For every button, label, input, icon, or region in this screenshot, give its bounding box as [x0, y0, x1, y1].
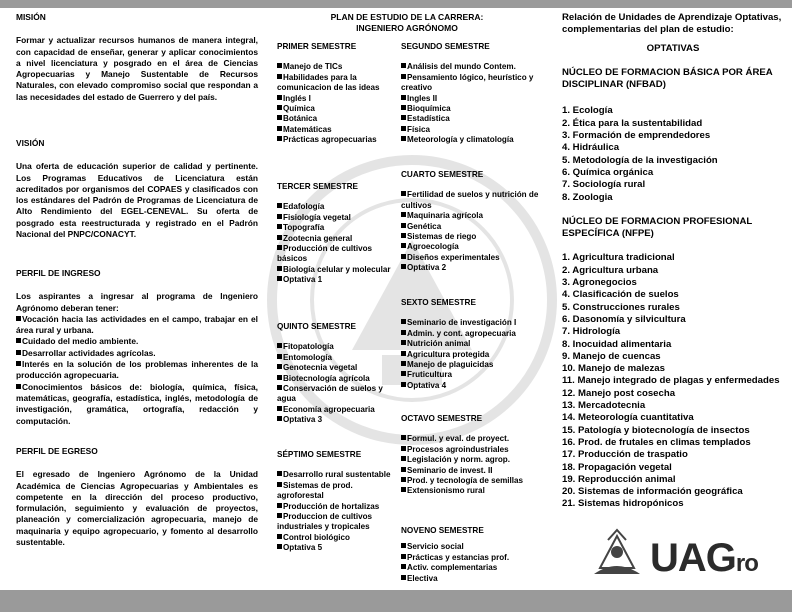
square-bullet-icon [277, 416, 282, 421]
semester-heading: TERCER SEMESTRE [277, 182, 358, 191]
list-item: 15. Patología y biotecnología de insectos [562, 424, 750, 436]
list-item: Entomología [277, 353, 397, 363]
list-item: 3. Formación de emprendedores [562, 130, 711, 142]
mision-text: Formar y actualizar recursos humanos de manera integral, con capacidad de enseñar, generar y aplicar conocimientos a nivel licenciatura y posgrado en el área de Ciencias Agropecuarias y Manejo Sustentable de Recursos Naturales, con elevado compromiso social que respondan a las necesidades del estado de Guerrero y del país. [16, 35, 258, 102]
square-bullet-icon [277, 245, 282, 250]
perfil-ingreso-heading: PERFIL DE INGRESO [16, 268, 101, 278]
mision-heading: MISIÓN [16, 12, 46, 22]
list-item: Admin. y cont. agropecuaria [401, 329, 551, 339]
course-list [277, 342, 397, 425]
list-item: Biotecnología agrícola [277, 374, 397, 384]
course-list [277, 202, 397, 285]
square-bullet-icon [16, 338, 21, 343]
course-list [401, 318, 551, 391]
list-item: Formul. y eval. de proyect. [401, 434, 551, 444]
plan-title [262, 12, 552, 33]
list-item: Edafología [277, 202, 397, 212]
vision-section [16, 138, 258, 240]
uagro-seal-icon [590, 528, 644, 578]
list-item: 14. Meteorología cuantitativa [562, 412, 694, 424]
nfbad-heading: NÚCLEO DE FORMACION BÁSICA POR ÁREA DISCIPLINAR (NFBAD) [562, 66, 773, 91]
list-item: Electiva [401, 574, 551, 584]
list-item: Economía agropecuaria [277, 405, 397, 415]
semester-heading: PRIMER SEMESTRE [277, 42, 357, 51]
list-item: Inglés I [277, 94, 397, 104]
list-item: 1. Ecología [562, 105, 613, 117]
square-bullet-icon [401, 212, 406, 217]
list-item: Análisis del mundo Contem. [401, 62, 551, 72]
list-item: 12. Manejo post cosecha [562, 387, 676, 399]
column-optativas [562, 12, 784, 511]
semester-1 [277, 42, 397, 146]
list-item: Genotecnia vegetal [277, 363, 397, 373]
square-bullet-icon [401, 554, 406, 559]
list-item: 5. Construcciones rurales [562, 301, 680, 313]
square-bullet-icon [277, 115, 282, 120]
list-item: Conservación de suelos y agua [277, 384, 383, 404]
list-item: 8. Inocuidad alimentaria [562, 338, 672, 350]
square-bullet-icon [401, 223, 406, 228]
square-bullet-icon [401, 191, 406, 196]
square-bullet-icon [277, 364, 282, 369]
list-item: 17. Producción de traspatio [562, 449, 688, 461]
list-item: 7. Sociología rural [562, 179, 646, 191]
list-item: Habilidades para la comunicacion de las ideas [277, 72, 380, 93]
top-band [0, 0, 792, 8]
square-bullet-icon [401, 477, 406, 482]
list-item: 5. Metodología de la investigación [562, 154, 718, 166]
square-bullet-icon [277, 126, 282, 131]
semester-heading: CUARTO SEMESTRE [401, 170, 484, 179]
semester-9 [401, 526, 551, 584]
square-bullet-icon [401, 63, 406, 68]
list-item: 13. Mercadotecnia [562, 400, 646, 412]
list-item: Optativa 2 [401, 263, 551, 273]
list-item: Diseños experimentales [401, 253, 551, 263]
square-bullet-icon [277, 105, 282, 110]
list-item: Optativa 5 [277, 543, 397, 553]
nfpe-list [562, 252, 784, 510]
list-item: Servicio social [401, 542, 551, 552]
list-item: 7. Hidrología [562, 326, 621, 338]
list-item: Conocimientos básicos de: biología, química, física, matemáticas, geografía, estadística, inglés, metodología de investigación, gramática, ortografía, redacción y computación. [16, 381, 258, 426]
course-list [277, 62, 397, 145]
square-bullet-icon [401, 435, 406, 440]
semester-3 [277, 182, 397, 286]
square-bullet-icon [401, 105, 406, 110]
optativas-heading: OPTATIVAS [646, 42, 700, 54]
list-item: 1. Agricultura tradicional [562, 252, 675, 264]
list-item: Optativa 1 [277, 275, 397, 285]
list-item: Producción de cultivos básicos [277, 244, 373, 264]
square-bullet-icon [277, 343, 282, 348]
list-item: Produccion de cultivos industriales y tropicales [277, 512, 373, 532]
list-item: 16. Prod. de frutales en climas templados [562, 436, 751, 448]
uagro-logo [650, 538, 758, 584]
list-item: 6. Dasonomía y silvicultura [562, 313, 686, 325]
list-item: Zootecnia general [277, 234, 397, 244]
list-item: Agricultura protegida [401, 350, 551, 360]
semester-4 [401, 170, 551, 274]
square-bullet-icon [401, 95, 406, 100]
square-bullet-icon [277, 406, 282, 411]
square-bullet-icon [277, 513, 282, 518]
square-bullet-icon [401, 74, 406, 79]
square-bullet-icon [401, 126, 406, 131]
logo-suffix: ro [735, 550, 758, 577]
semester-heading: SEGUNDO SEMESTRE [401, 42, 490, 51]
list-item: Matemáticas [277, 125, 397, 135]
list-item: 2. Agricultura urbana [562, 264, 659, 276]
semester-6 [401, 298, 551, 391]
list-item: Optativa 4 [401, 381, 551, 391]
semester-heading: NOVENO SEMESTRE [401, 526, 484, 535]
list-item: Manejo de plaguicidas [401, 360, 551, 370]
list-item: Manejo de TICs [277, 62, 397, 72]
square-bullet-icon [401, 319, 406, 324]
list-item: Pensamiento lógico, heurístico y creativo [401, 72, 534, 93]
list-item: 4. Hidráulica [562, 142, 620, 154]
list-item: Seminario de investigación I [401, 318, 551, 328]
list-item: 4. Clasificación de suelos [562, 289, 679, 301]
vision-heading: VISIÓN [16, 138, 45, 148]
square-bullet-icon [277, 63, 282, 68]
list-item: Ingles II [401, 94, 551, 104]
square-bullet-icon [401, 136, 406, 141]
square-bullet-icon [277, 276, 282, 281]
perfil-ingreso-section [16, 268, 258, 427]
list-item: Extensionismo rural [401, 486, 551, 496]
square-bullet-icon [277, 266, 282, 271]
square-bullet-icon [401, 371, 406, 376]
plan-title-line2: INGENIERO AGRÓNOMO [356, 22, 458, 33]
list-item: Fitopatología [277, 342, 397, 352]
list-item: Botánica [277, 114, 397, 124]
list-item: Agroecología [401, 242, 551, 252]
list-item: Control biológico [277, 533, 397, 543]
square-bullet-icon [277, 235, 282, 240]
square-bullet-icon [277, 375, 282, 380]
square-bullet-icon [401, 361, 406, 366]
square-bullet-icon [401, 564, 406, 569]
list-item: Desarrollo rural sustentable [277, 470, 397, 480]
course-list [401, 62, 551, 145]
list-item: Fruticultura [401, 370, 551, 380]
perfil-egreso-heading: PERFIL DE EGRESO [16, 446, 98, 456]
square-bullet-icon [277, 224, 282, 229]
logo-main: UAG [650, 536, 736, 580]
list-item: Sistemas de prod. agroforestal [277, 480, 353, 501]
list-item: Biología celular y molecular [277, 265, 397, 275]
nfpe-heading: NÚCLEO DE FORMACION PROFESIONAL ESPECÍFICA (NFPE) [562, 215, 753, 240]
list-item: Procesos agroindustriales [401, 445, 551, 455]
square-bullet-icon [16, 350, 21, 355]
vision-text: Una oferta de educación superior de calidad y pertinente. Los Programas Educativos de Licenciatura están acreditados por organismos del COPAES y clasificados con los estándares del Padrón de Programas de Licenciatura de Alto Rendimiento del EGEL-CENEVAL. Su oferta de posgrado esta reestructurada y registrado en el Padrón Nacional del PNPC/CONACYT. [16, 161, 258, 240]
square-bullet-icon [277, 385, 282, 390]
list-item: Nutrición animal [401, 339, 551, 349]
course-list [401, 434, 551, 496]
square-bullet-icon [277, 203, 282, 208]
square-bullet-icon [401, 487, 406, 492]
square-bullet-icon [277, 544, 282, 549]
semester-7 [277, 450, 397, 554]
perfil-egreso-section [16, 446, 258, 548]
list-item: Desarrollar actividades agrícolas. [16, 348, 258, 359]
square-bullet-icon [401, 233, 406, 238]
square-bullet-icon [277, 482, 282, 487]
square-bullet-icon [401, 467, 406, 472]
square-bullet-icon [401, 254, 406, 259]
list-item: Legislación y norm. agrop. [401, 455, 551, 465]
square-bullet-icon [401, 243, 406, 248]
square-bullet-icon [277, 136, 282, 141]
list-item: Topografía [277, 223, 397, 233]
list-item: 21. Sistemas hidropónicos [562, 498, 684, 510]
list-item: Interés en la solución de los problemas inherentes de la producción agropecuaria. [16, 359, 258, 381]
list-item: 6. Química orgánica [562, 166, 654, 178]
list-item: Sistemas de riego [401, 232, 551, 242]
list-item: Física [401, 125, 551, 135]
semester-2 [401, 42, 551, 146]
square-bullet-icon [401, 330, 406, 335]
list-item: Estadística [401, 114, 551, 124]
square-bullet-icon [277, 74, 282, 79]
list-item: Optativa 3 [277, 415, 397, 425]
list-item: 3. Agronegocios [562, 277, 637, 289]
list-item: 10. Manejo de malezas [562, 363, 665, 375]
semester-heading: SEXTO SEMESTRE [401, 298, 476, 307]
perfil-egreso-text: El egresado de Ingeniero Agrónomo de la Unidad Académica de Ciencias Agropecuarias y Ambientales es competente en la dirección del proceso productivo, formulación, seguimiento y evaluación de proyectos, planeación y comercialización agropecuaria, manejo de maquinaria y equipo agropecuario, y fomento al desarrollo sustentable. [16, 469, 258, 548]
list-item: Seminario de invest. II [401, 466, 551, 476]
square-bullet-icon [401, 575, 406, 580]
perfil-ingreso-list [16, 314, 258, 427]
course-list [401, 190, 551, 273]
bottom-band [0, 590, 792, 612]
square-bullet-icon [401, 340, 406, 345]
list-item: Maquinaria agrícola [401, 211, 551, 221]
list-item: 2. Ética para la sustentabilidad [562, 117, 703, 129]
perfil-ingreso-intro: Los aspirantes a ingresar al programa de Ingeniero Agrónomo deberan tener: [16, 291, 258, 313]
list-item: Fertilidad de suelos y nutrición de cultivos [401, 190, 539, 210]
plan-title-line1: PLAN DE ESTUDIO DE LA CARRERA: [330, 12, 484, 22]
list-item: Cuidado del medio ambiente. [16, 336, 258, 347]
list-item: Prod. y tecnología de semillas [401, 476, 551, 486]
mision-section [16, 12, 258, 103]
square-bullet-icon [16, 384, 21, 389]
square-bullet-icon [401, 446, 406, 451]
square-bullet-icon [277, 503, 282, 508]
list-item: 8. Zoologia [562, 191, 613, 203]
square-bullet-icon [277, 95, 282, 100]
square-bullet-icon [277, 534, 282, 539]
list-item: 18. Propagación vegetal [562, 461, 672, 473]
list-item: 19. Reproducción animal [562, 473, 676, 485]
list-item: 9. Manejo de cuencas [562, 350, 661, 362]
semester-heading: QUINTO SEMESTRE [277, 322, 357, 331]
square-bullet-icon [277, 471, 282, 476]
course-list [401, 542, 551, 584]
square-bullet-icon [277, 214, 282, 219]
square-bullet-icon [401, 382, 406, 387]
semester-heading: OCTAVO SEMESTRE [401, 414, 483, 423]
list-item: Prácticas y estancias prof. [401, 553, 551, 563]
course-list [277, 470, 397, 553]
list-item: 20. Sistemas de información geográfica [562, 486, 743, 498]
square-bullet-icon [401, 351, 406, 356]
list-item: Química [277, 104, 397, 114]
list-item: Activ. complementarias [401, 563, 551, 573]
list-item: Bioquímica [401, 104, 551, 114]
square-bullet-icon [277, 354, 282, 359]
list-item: 11. Manejo integrado de plagas y enfermedades [562, 375, 780, 387]
semester-heading: SÉPTIMO SEMESTRE [277, 450, 362, 459]
list-item: Prácticas agropecuarias [277, 135, 397, 145]
list-item: Fisiología vegetal [277, 213, 397, 223]
square-bullet-icon [16, 361, 21, 366]
square-bullet-icon [16, 316, 21, 321]
square-bullet-icon [401, 115, 406, 120]
list-item: Meteorología y climatología [401, 135, 551, 145]
list-item: Genética [401, 222, 551, 232]
list-item: Vocación hacia las actividades en el campo, trabajar en el área rural y urbana. [16, 313, 258, 336]
semester-8 [401, 414, 551, 497]
optativas-intro: Relación de Unidades de Aprendizaje Optativas, complementarias del plan de estudio: [562, 12, 782, 36]
square-bullet-icon [401, 543, 406, 548]
square-bullet-icon [401, 264, 406, 269]
list-item: Producción de hortalizas [277, 502, 397, 512]
nfbad-list [562, 105, 784, 203]
semester-5 [277, 322, 397, 426]
square-bullet-icon [401, 456, 406, 461]
